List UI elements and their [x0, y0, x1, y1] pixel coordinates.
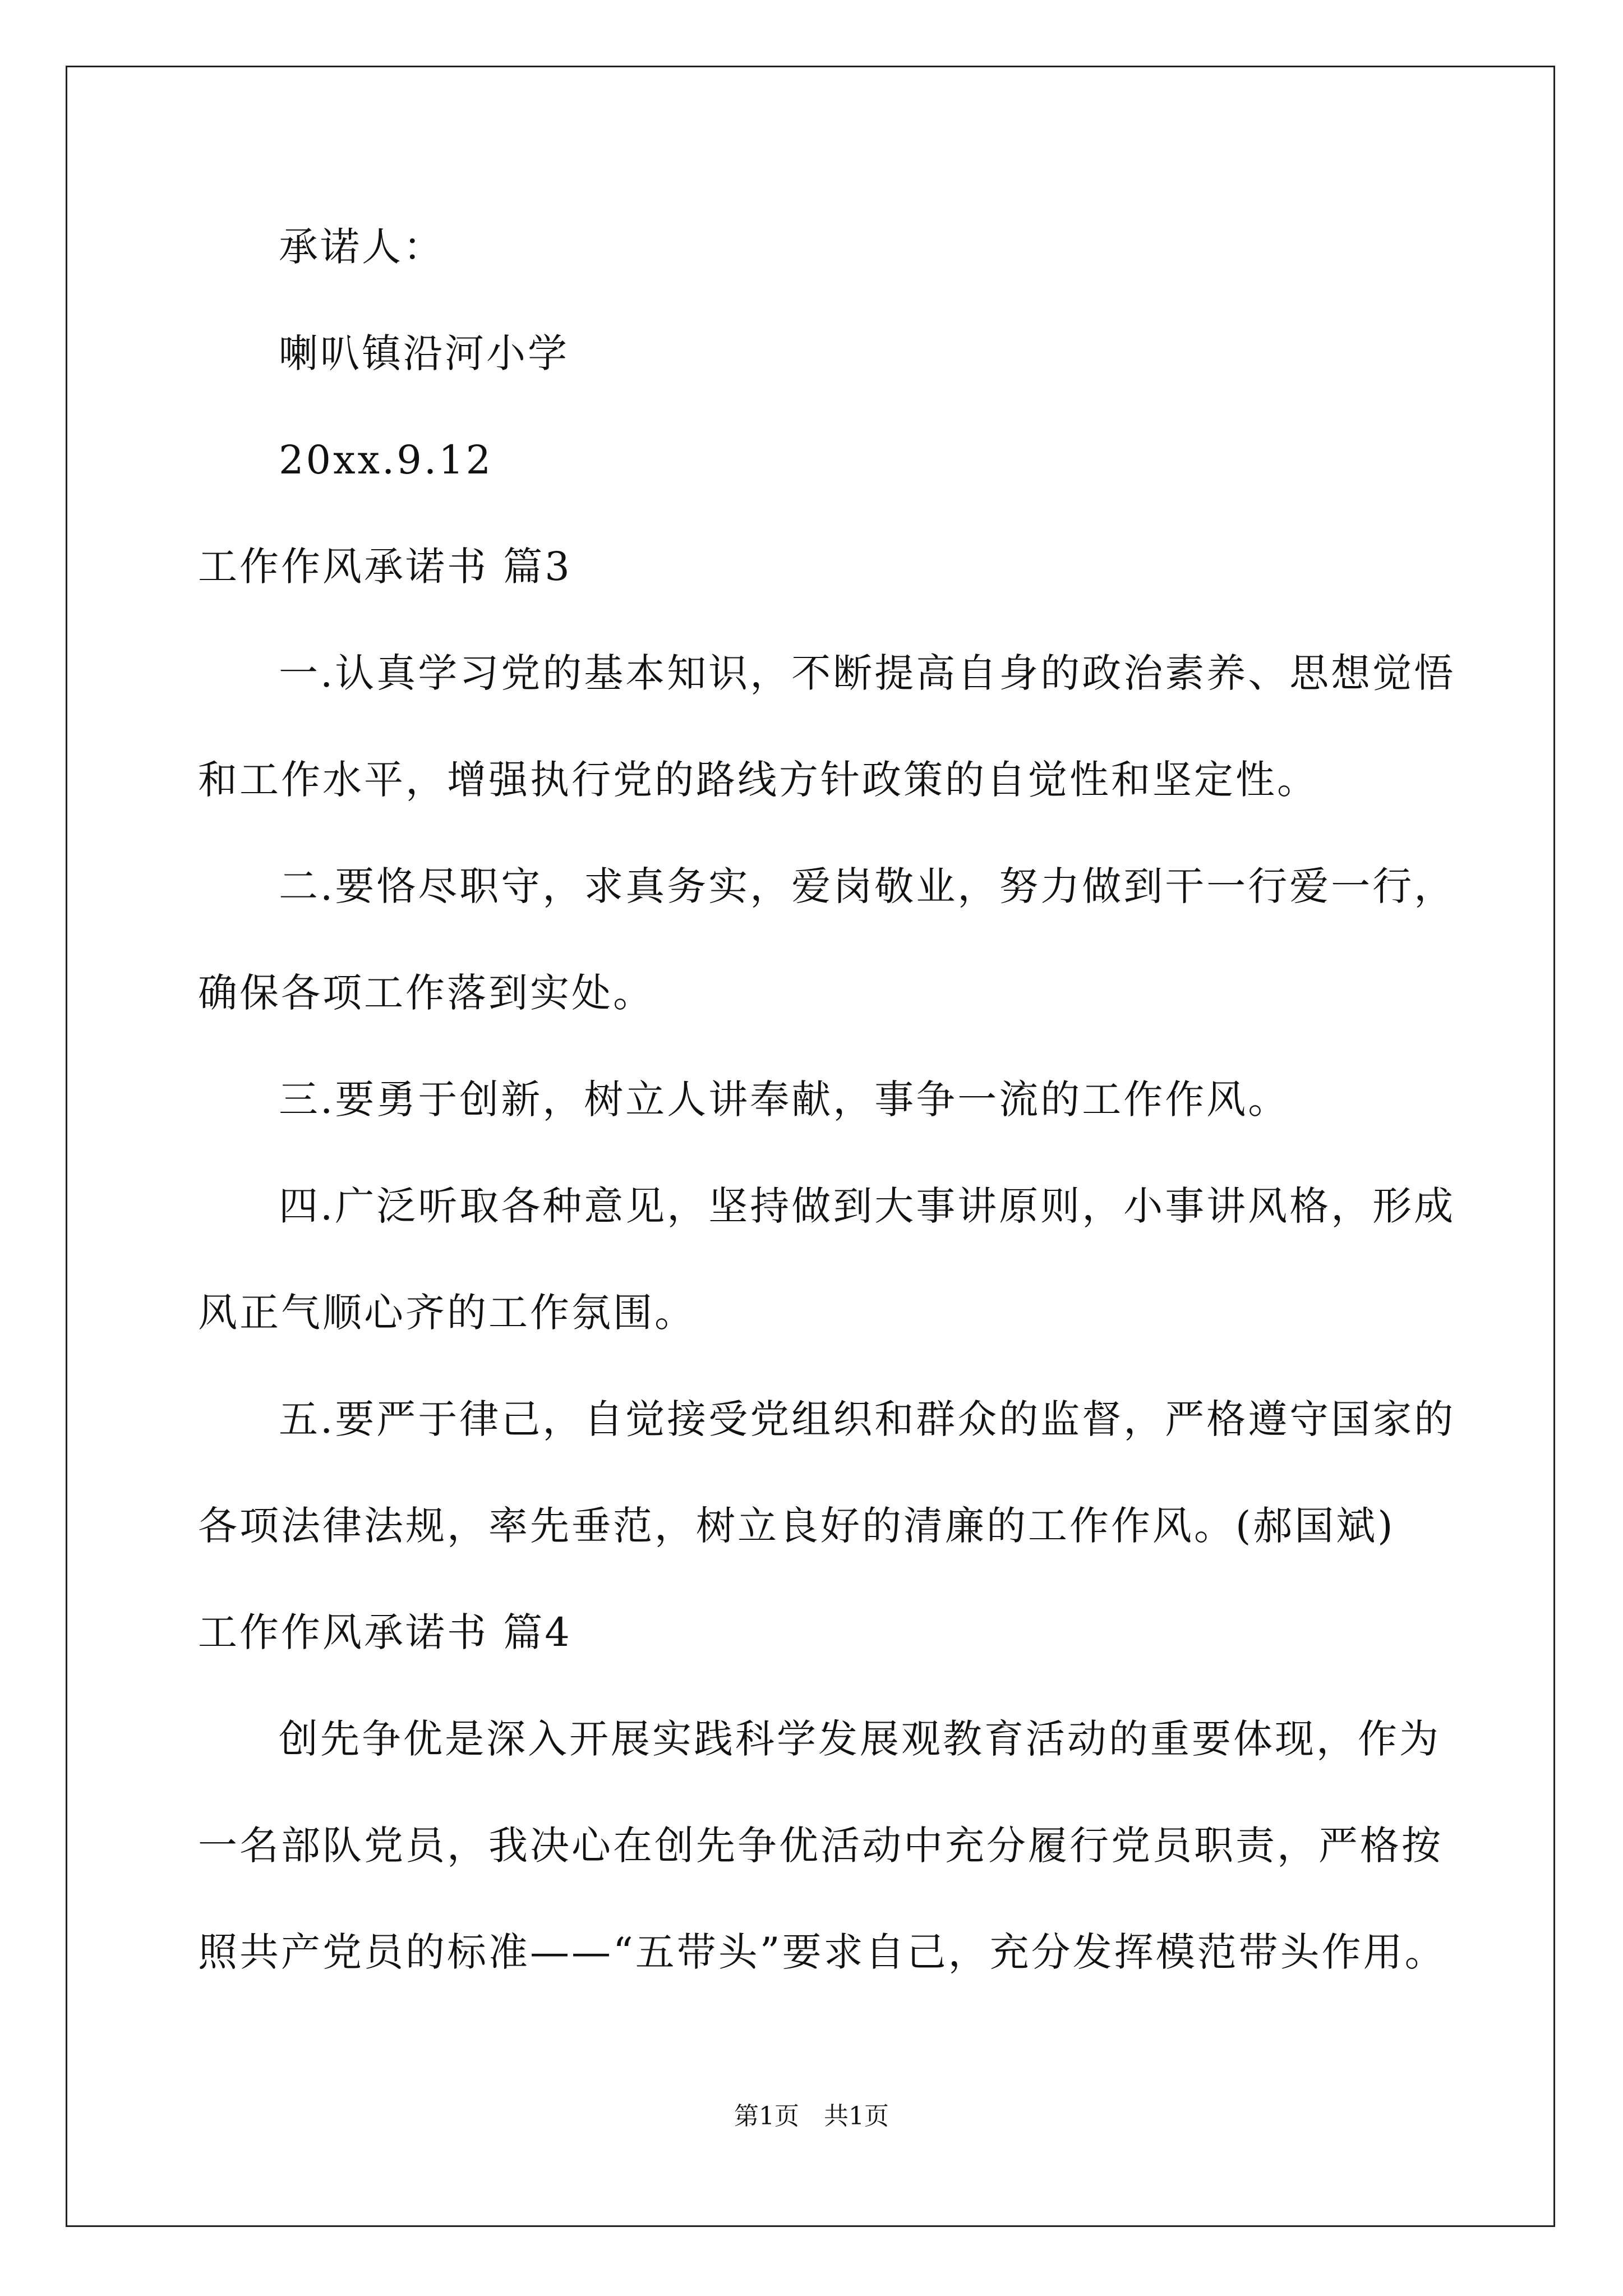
page-footer: 第1页 共1页: [734, 2102, 889, 2131]
paragraph-line: 和工作水平，增强执行党的路线方针政策的自觉性和坚定性。: [198, 757, 1318, 803]
paragraph-line: 二.要恪尽职守，求真务实，爱岗敬业，努力做到干一行爱一行，: [279, 863, 1456, 909]
paragraph-line: 确保各项工作落到实处。: [198, 970, 654, 1016]
signatory-label: 承诺人：: [279, 224, 445, 270]
paragraph-line: 五.要严于律己，自觉接受党组织和群众的监督，严格遵守国家的: [279, 1396, 1456, 1442]
paragraph-line: 一.认真学习党的基本知识，不断提高自身的政治素养、思想觉悟: [279, 650, 1456, 696]
section-heading-4: 工作作风承诺书 篇4: [198, 1609, 572, 1655]
paragraph-line: 三.要勇于创新，树立人讲奉献，事争一流的工作作风。: [279, 1076, 1290, 1122]
signatory-organization: 喇叭镇沿河小学: [279, 330, 569, 376]
paragraph-line: 四.广泛听取各种意见，坚持做到大事讲原则，小事讲风格，形成: [279, 1183, 1456, 1229]
paragraph-line: 各项法律法规，率先垂范，树立良好的清廉的工作作风。(郝国斌): [198, 1503, 1395, 1549]
paragraph-line: 照共产党员的标准——“五带头”要求自己，充分发挥模范带头作用。: [198, 1929, 1446, 1975]
section-heading-3: 工作作风承诺书 篇3: [198, 544, 572, 590]
paragraph-line: 创先争优是深入开展实践科学发展观教育活动的重要体现，作为: [279, 1716, 1441, 1762]
page-border: [66, 66, 1555, 2227]
paragraph-line: 风正气顺心齐的工作氛围。: [198, 1290, 696, 1336]
signature-date: 20xx.9.12: [279, 437, 494, 483]
paragraph-line: 一名部队党员，我决心在创先争优活动中充分履行党员职责，严格按: [198, 1823, 1443, 1869]
